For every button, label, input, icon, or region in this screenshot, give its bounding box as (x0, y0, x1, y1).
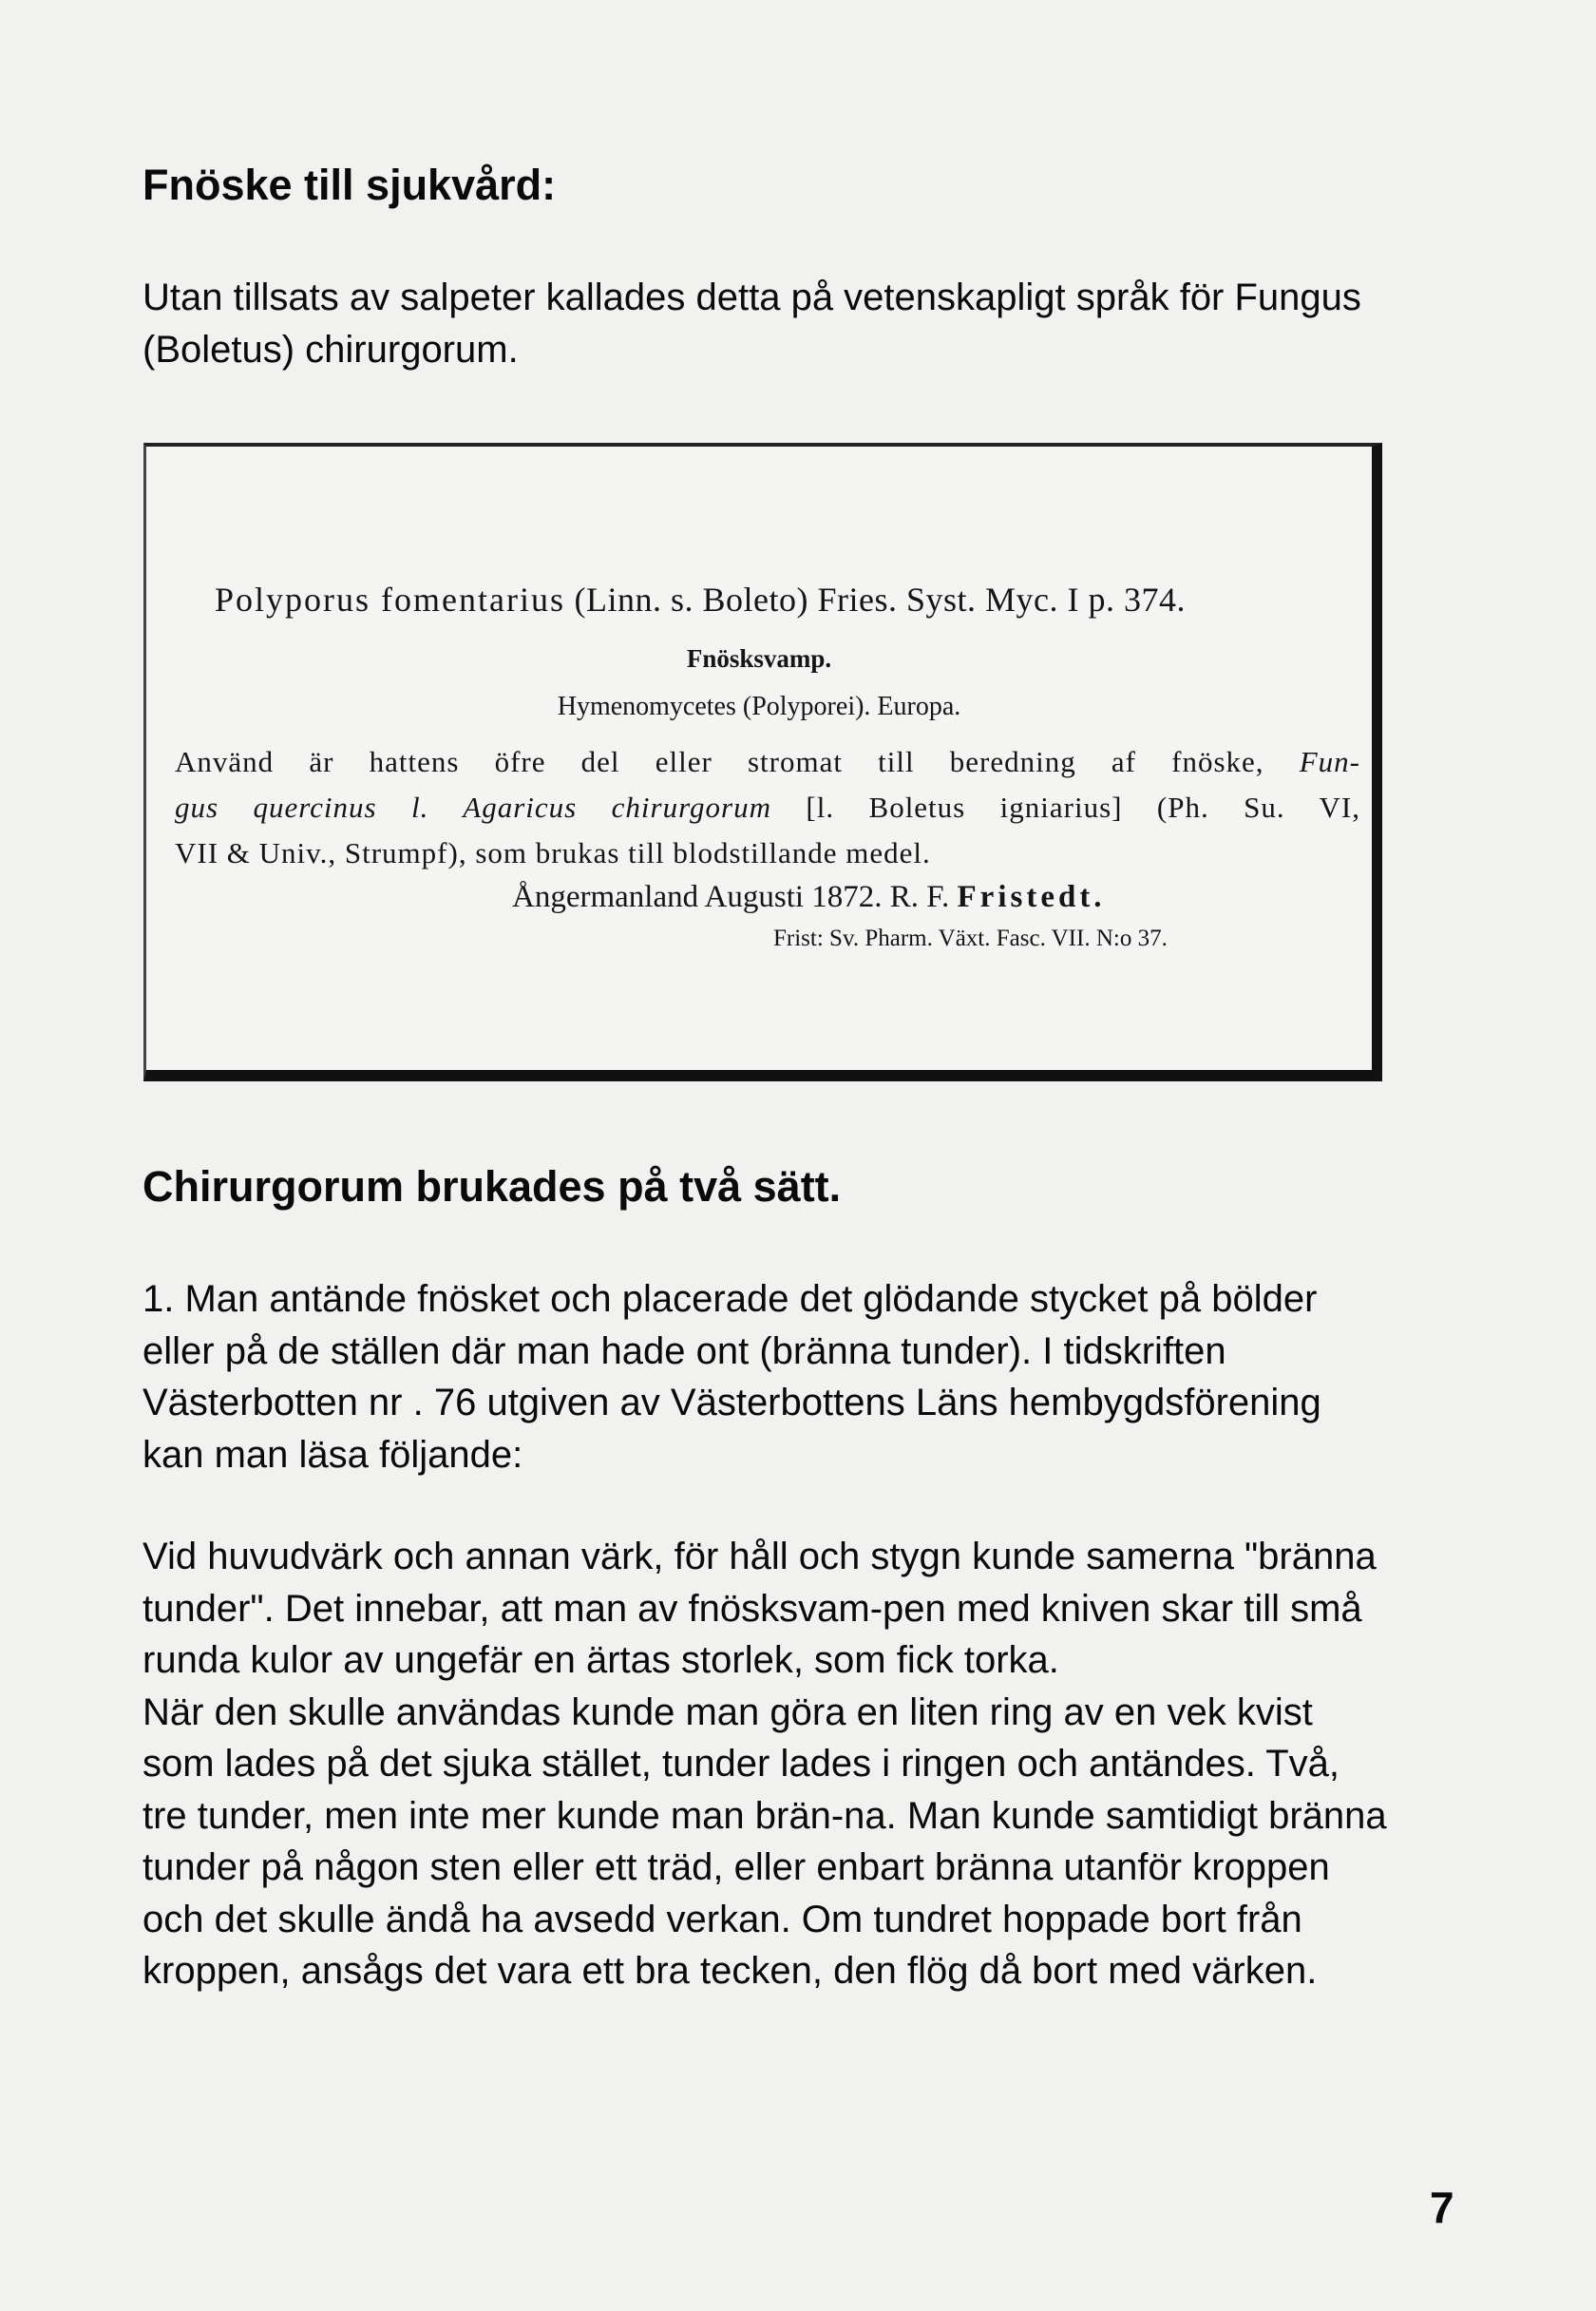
quoted-passage (142, 1531, 1387, 1997)
herbarium-label-clipping (143, 443, 1382, 1081)
clipping-text-1a: Använd är hattens öfre del eller stromat till beredning af fnöske, (175, 745, 1264, 778)
quote-paragraph-1: Vid huvudvärk och annan värk, för håll och stygn kunde samerna "bränna tunder". Det innebar, att man av fnösksvam-pen med kniven skar till små runda kulor av ungefär en ärtas storlek, som fick torka. (142, 1536, 1377, 1681)
clipping-text-line-3: VII & Univ., Strumpf), som brukas till blodstillande medel. (175, 836, 931, 869)
clipping-collector-signature: Fristedt. (957, 880, 1106, 914)
section-heading-chirurgorum: Chirurgorum brukades på två sätt. (142, 1162, 842, 1211)
clipping-text-line-2 (175, 791, 1360, 825)
clipping-text-2b: [l. Boletus igniarius] (Ph. Su. VI, (806, 791, 1360, 824)
clipping-classification: Hymenomycetes (Polyporei). Europa. (557, 692, 961, 721)
clipping-common-name: Fnösksvamp. (686, 644, 832, 673)
clipping-species-authority: (Linn. s. Boleto) Fries. Syst. Myc. I p. 374. (574, 581, 1186, 619)
clipping-text-1b: Fun- (1299, 745, 1360, 778)
clipping-locality (512, 880, 1106, 915)
clipping-species-title (215, 580, 1186, 620)
clipping-species-name: Polyporus fomentarius (215, 581, 565, 619)
list-item-1: 1. Man antände fnösket och placerade det glödande stycket på bölder eller på de ställen där man hade ont (bränna tunder). I tidskriften Västerbotten nr . 76 utgiven av Västerbottens Läns hembygdsförening kan man läsa följande: (142, 1278, 1321, 1476)
clipping-text-2a: gus quercinus l. Agaricus chirurgorum (175, 791, 771, 824)
clipping-text-line-1 (175, 745, 1360, 779)
section-heading-sjukvard: Fnöske till sjukvård: (142, 161, 557, 209)
quote-paragraph-2: När den skulle användas kunde man göra en liten ring av en vek kvist som lades på det sjuka stället, tunder lades i ringen och antändes. Två, tre tunder, men inte mer kunde man brän-na. Man kunde samtidigt bränna tunder på någon sten eller ett träd, eller enbart bränna utanför kroppen och det skulle ändå ha avsedd verkan. Om tundret hoppade bort från kroppen, ansågs det vara ett bra tecken, den flög då bort med värken. (142, 1690, 1387, 1992)
clipping-locality-text: Ångermanland Augusti 1872. R. F. (512, 880, 950, 914)
page-number: 7 (1430, 2183, 1454, 2232)
intro-paragraph: Utan tillsats av salpeter kallades detta på vetenskapligt språk för Fungus (Boletus) chirurgorum. (142, 277, 1361, 371)
clipping-reference: Frist: Sv. Pharm. Växt. Fasc. VII. N:o 37. (773, 926, 1168, 951)
